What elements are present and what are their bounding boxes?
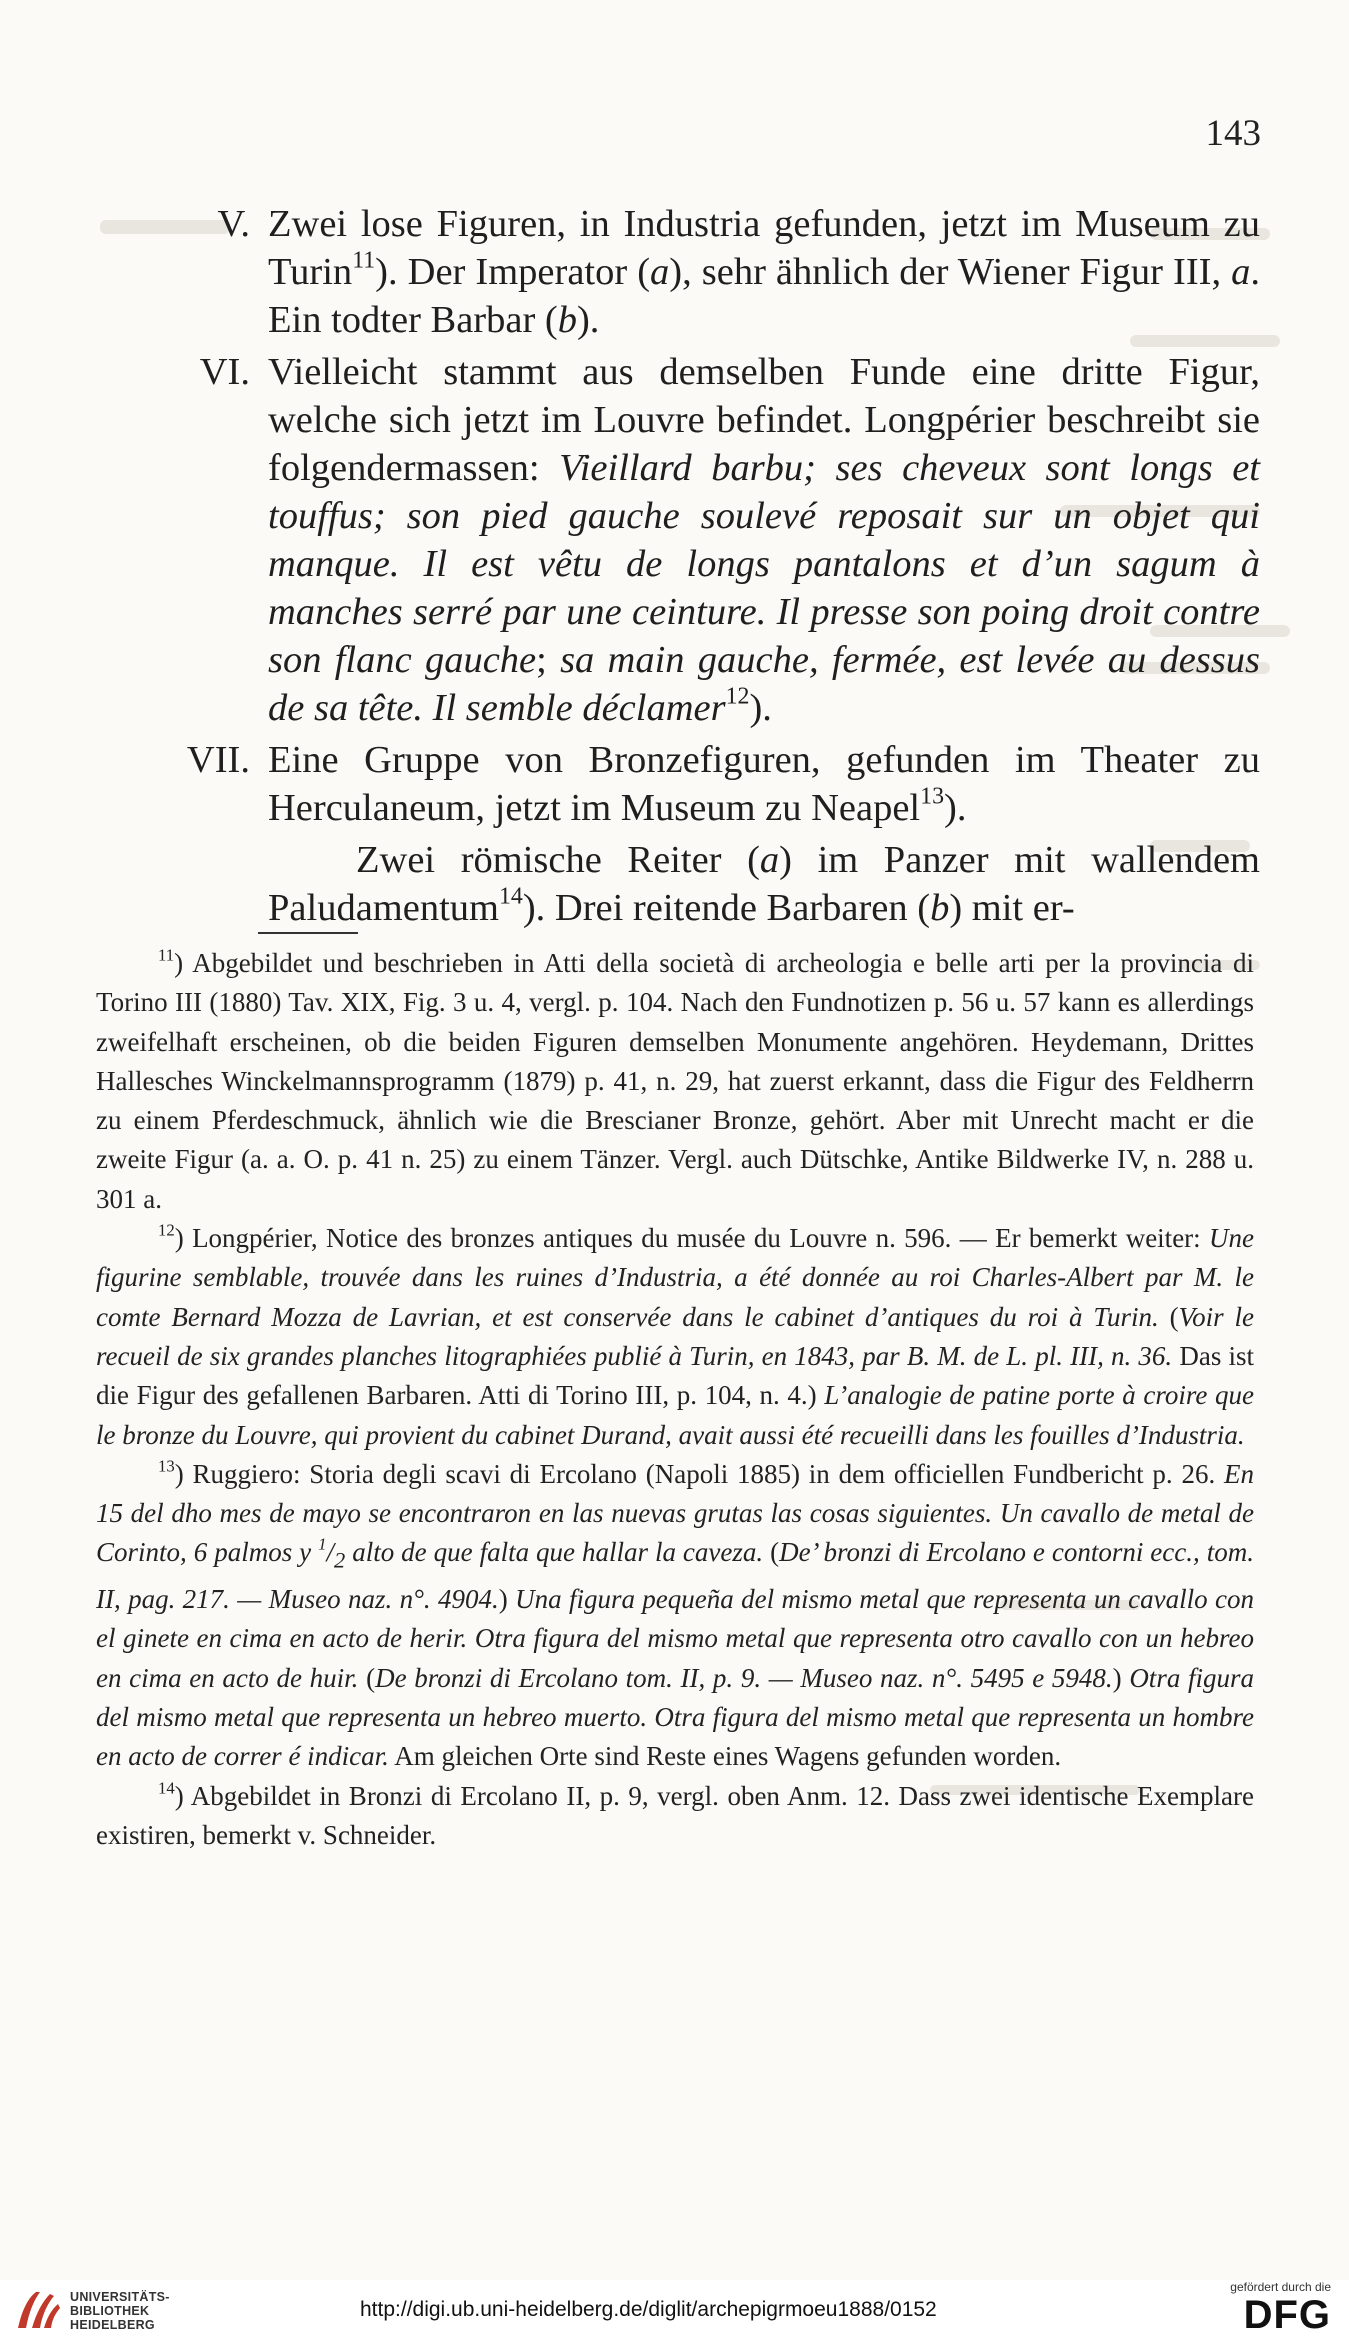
footnote-rule xyxy=(258,932,358,934)
main-text xyxy=(176,200,1260,932)
footnote-13: $^{13}$) Ruggiero: Storia degli scavi di Ercolano (Napoli 1885) in dem officiellen Fundbericht p. 26. En 15 del dho mes de mayo se encontraron en las nuevas grutas las cosas siguientes. Un cavallo de metal de Corinto, 6 palmos y $^1/_2$ alto de que falta que hallar la caveza. (De’ bronzi di Ercolano e contorni ecc., tom. II, pag. 217. — Museo naz. n°. 4904.) Una figura pequeña del mismo metal que representa un cavallo con el ginete en cima en acto de herir. Otra figura del mismo metal que representa otro cavallo con un hebreo en cima en acto de huir. (De bronzi di Ercolano tom. II, p. 9. — Museo naz. n°. 5495 e 5948.) Otra figura del mismo metal que representa un hebreo muerto. Otra figura del mismo metal que representa un hombre en acto de correr é indicar. Am gleichen Orte sind Reste eines Wagens gefunden worden. xyxy=(96,1456,1254,1772)
entry-vi xyxy=(176,348,1260,732)
entry-text: Eine Gruppe von Bronzefiguren, gefunden im Theater zu Herculaneum, jetzt im Museum zu Neapel$^{13}$). xyxy=(268,739,1260,829)
continuation-paragraph: Zwei römische Reiter (a) im Panzer mit wallendem Paludamentum$^{14}$). Drei reitende Barbaren (b) mit er- xyxy=(268,839,1260,929)
entry-numeral: VI. xyxy=(199,351,250,393)
library-name-line: BIBLIOTHEK xyxy=(70,2304,150,2318)
footer-bar xyxy=(0,2280,1349,2338)
source-url[interactable]: http://digi.ub.uni-heidelberg.de/diglit/archepigrmoeu1888/0152 xyxy=(360,2298,937,2321)
page-number: 143 xyxy=(1205,113,1261,154)
library-name-line: UNIVERSITÄTS- xyxy=(70,2290,170,2304)
footnote-12: $^{12}$) Longpérier, Notice des bronzes antiques du musée du Louvre n. 596. — Er bemerkt weiter: Une figurine semblable, trouvée dans les ruines d’Industria, a été donnée au roi Charles-Albert par M. le comte Bernard Mozza de Lavrian, et est conservée dans le cabinet d’antiques du roi à Turin. (Voir le recueil de six grandes planches litographiées publié à Turin, en 1843, par B. M. de L. pl. III, n. 36. Das ist die Figur des gefallenen Barbaren. Atti di Torino III, p. 104, n. 4.) L’analogie de patine porte à croire que le bronze du Louvre, qui provient du cabinet Durand, avait aussi été recueilli dans les fouilles d’Industria. xyxy=(96,1220,1255,1450)
university-library-logo-icon xyxy=(14,2288,62,2332)
entry-v xyxy=(176,200,1260,344)
entry-text: Vielleicht stammt aus demselben Funde eine dritte Figur, welche sich jetzt im Louvre befindet. Longpérier beschreibt sie folgendermassen: Vieillard barbu; ses cheveux sont longs et touffus; son pied gauche soulevé reposait sur un objet qui manque. Il est vêtu de longs pantalons et d’un sagum à manches serré par une ceinture. Il presse son poing droit contre son flanc gauche; sa main gauche, fermée, est levée au dessus de sa tête. Il semble déclamer$^{12}$). xyxy=(268,351,1260,729)
footnote-11: $^{11}$) Abgebildet und beschrieben in Atti della società di archeologia e belle arti per la provincia di Torino III (1880) Tav. XIX, Fig. 3 u. 4, vergl. p. 104. Nach den Fundnotizen p. 56 u. 57 kann es allerdings zweifelhaft erscheinen, ob die beiden Figuren demselben Monumente angehören. Heydemann, Drittes Hallesches Winckelmannsprogramm (1879) p. 41, n. 29, hat zuerst erkannt, dass die Figur des Feldherrn zu einem Pferdeschmuck, ähnlich wie die Brescianer Bronze, gehört. Aber mit Unrecht macht er die zweite Figur (a. a. O. p. 41 n. 25) zu einem Tänzer. Vergl. auch Dütschke, Antike Bildwerke IV, n. 288 u. 301 a. xyxy=(96,945,1254,1214)
footnote-14: $^{14}$) Abgebildet in Bronzi di Ercolano II, p. 9, vergl. oben Anm. 12. Dass zwei identische Exemplare existiren, bemerkt v. Schneider. xyxy=(96,1777,1254,1850)
library-name-line: HEIDELBERG xyxy=(70,2318,155,2332)
entry-text: Zwei lose Figuren, in Industria gefunden, jetzt im Museum zu Turin$^{11}$). Der Imperator (a), sehr ähnlich der Wiener Figur III, a. Ein todter Barbar (b). xyxy=(268,203,1260,341)
entry-numeral: V. xyxy=(217,203,250,245)
library-name xyxy=(70,2290,170,2332)
dfg-logo: DFG xyxy=(1243,2293,1331,2337)
footnotes xyxy=(96,944,1254,1855)
entry-vii xyxy=(176,736,1260,832)
entry-numeral: VII. xyxy=(186,739,250,781)
funded-by-label: gefördert durch die xyxy=(1230,2280,1331,2294)
